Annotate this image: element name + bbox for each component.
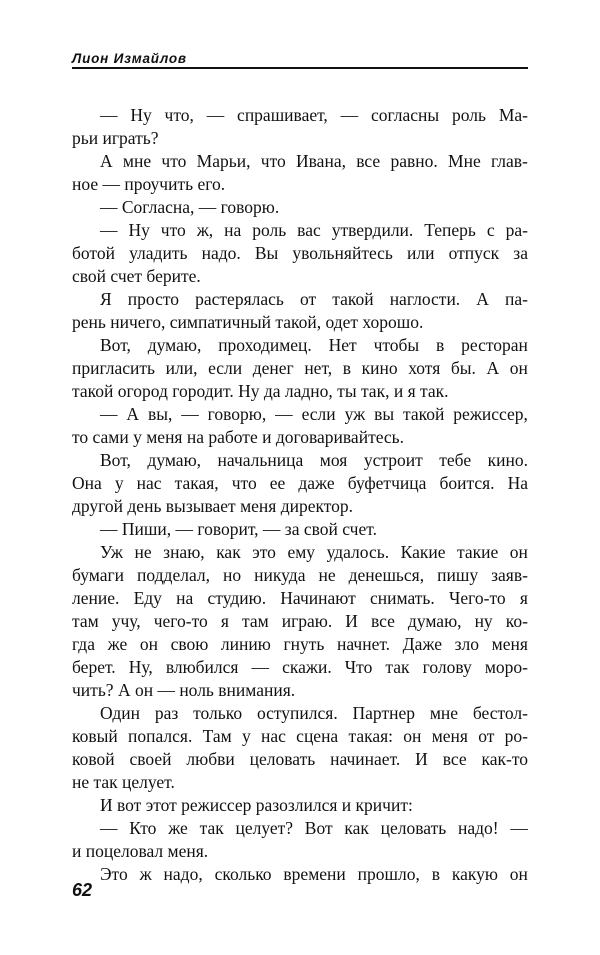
text-line: гда же он свою линию гнуть начнет. Даже зло меня (72, 634, 528, 654)
text-line: то сами у меня на работе и договаривайтесь. (72, 427, 405, 447)
text-line: ление. Еду на студию. Начинают снимать. Чего-то я (72, 588, 528, 608)
running-head: Лион Измайлов (72, 51, 187, 66)
text-line: такой огород городит. Ну да ладно, ты так, и я так. (72, 381, 449, 401)
text-line: — Согласна, — говорю. (100, 197, 280, 217)
text-line: ковый попался. Там у нас сцена такая: он меня от ро- (72, 726, 528, 746)
text-line: Вот, думаю, проходимец. Нет чтобы в ресторан (100, 335, 528, 355)
text-line: другой день вызывает меня директор. (72, 496, 354, 516)
text-line: Я просто растерялась от такой наглости. А па- (100, 289, 528, 309)
text-line: там учу, чего-то я там играю. И все думаю, ну ко- (72, 611, 528, 631)
text-line: бумаги подделал, но никуда не денешься, пишу заяв- (72, 565, 528, 585)
text-line: ботой уладить надо. Вы увольняйтесь или отпуск за (72, 243, 528, 263)
text-line: Это ж надо, сколько времени прошло, в какую он (100, 864, 528, 884)
text-line: — Ну что, — спрашивает, — согласны роль Ма- (100, 105, 528, 125)
text-line: и поцеловал меня. (72, 841, 209, 861)
text-line: — Кто же так целует? Вот как целовать надо! — (100, 818, 528, 838)
text-line: рень ничего, симпатичный такой, одет хорошо. (72, 312, 424, 332)
text-line: пригласить или, если денег нет, в кино хотя бы. А он (72, 358, 528, 378)
text-line: Она у нас такая, что ее даже буфетчица боится. На (72, 473, 528, 493)
text-line: — А вы, — говорю, — если уж вы такой режиссер, (100, 404, 528, 424)
text-line: ковой своей любви целовать начинает. И все как-то (72, 749, 528, 769)
text-line: Вот, думаю, начальница моя устроит тебе кино. (100, 450, 528, 470)
page-number: 62 (72, 880, 93, 900)
text-line: Один раз только оступился. Партнер мне бестол- (100, 703, 528, 723)
text-line: И вот этот режиссер разозлился и кричит: (100, 795, 413, 815)
text-line: рьи играть? (72, 128, 159, 148)
text-line: свой счет берите. (72, 266, 201, 286)
text-line: ное — проучить его. (72, 174, 226, 194)
text-line: Уж не знаю, как это ему удалось. Какие такие он (100, 542, 528, 562)
text-line: берет. Ну, влюбился — скажи. Что так голову моро- (72, 657, 528, 677)
text-line: — Ну что ж, на роль вас утвердили. Теперь с ра- (100, 220, 528, 240)
text-line: не так целует. (72, 772, 175, 792)
header-rule (72, 67, 528, 69)
text-line: чить? А он — ноль внимания. (72, 680, 296, 700)
body-text (72, 104, 528, 886)
text-line: А мне что Марьи, что Ивана, все равно. Мне глав- (100, 151, 528, 171)
text-line: — Пиши, — говорит, — за свой счет. (100, 519, 377, 539)
